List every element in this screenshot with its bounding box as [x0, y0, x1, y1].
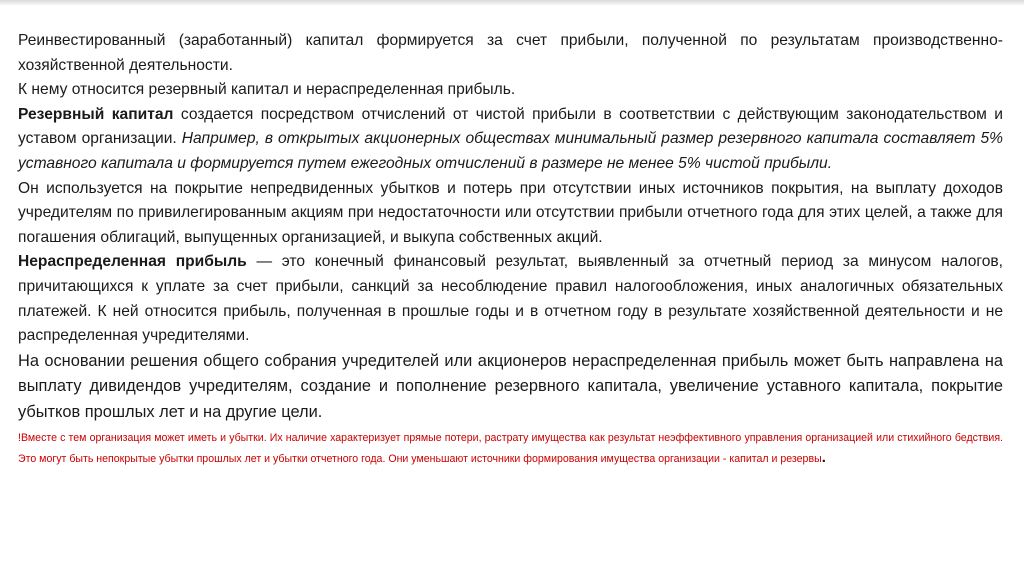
paragraph-composition [18, 78, 1003, 103]
paragraph-reserve-usage [18, 177, 1003, 251]
paragraph-text: Реинвестированный (заработанный) капитал формируется за счет прибыли, полученной по результатам производственно-хозяйственной деятельности. [18, 32, 1003, 74]
paragraph-text: Он используется на покрытие непредвиденных убытков и потерь при отсутствии иных источников покрытия, на выплату доходов учредителям по привилегированным акциям при недостаточности или отсутствии прибыли отчетного года для этих целей, а также для погашения облигаций, выпущенных организацией, и выкупа собственных акций. [18, 179, 1003, 246]
losses-note [18, 429, 1003, 469]
paragraph-retained-earnings [18, 250, 1003, 348]
paragraph-reserve-capital [18, 103, 1003, 177]
paragraph-retained-earnings-usage [18, 349, 1003, 426]
paragraph-text: К нему относится резервный капитал и нераспределенная прибыль. [18, 81, 516, 99]
paragraph-reinvested-capital [18, 29, 1003, 78]
example-text: Например, в открытых акционерных обществах минимальный размер резервного капитала составляет 5% уставного капитала и формируется путем ежегодных отчислений в размере не менее 5% чистой прибыли. [18, 130, 1003, 172]
paragraph-text: На основании решения общего собрания учредителей или акционеров нераспределенная прибыль может быть направлена на выплату дивидендов учредителям, создание и пополнение резервного капитала, увеличение уставного капитала, покрытие убытков прошлых лет и на другие цели. [18, 351, 1003, 421]
paragraph-text: создается посредством отчислений от чистой прибыли в соответствии с действующим законодательством и уставом организации. [18, 105, 1003, 148]
paragraph-text: — это конечный финансовый результат, выявленный за отчетный период за минусом налогов, причитающихся к уплате за счет прибыли, санкций за несоблюдение правил налогообложения, иных аналогичных обязательных платежей. К ней относится прибыль, полученная в прошлые годы и в отчетном году в результате хозяйственной деятельности и не распределенная учредителями. [18, 253, 1004, 345]
note-text: !Вместе с тем организация может иметь и убытки. Их наличие характеризует прямые потери, растрату имущества как результат неэффективного управления организацией или стихийного бедствия. Это могут быть непокрытые убытки прошлых лет и убытки отчетного года. Они уменьшают источники формирования имущества организации - капитал и резервы [18, 431, 1003, 465]
term-reserve-capital: Резервный капитал [18, 105, 174, 123]
term-retained-earnings: Нераспределенная прибыль [18, 253, 247, 271]
slide-top-edge [0, 0, 1024, 6]
note-end-mark: . [821, 448, 826, 466]
slide-content [18, 29, 1003, 469]
